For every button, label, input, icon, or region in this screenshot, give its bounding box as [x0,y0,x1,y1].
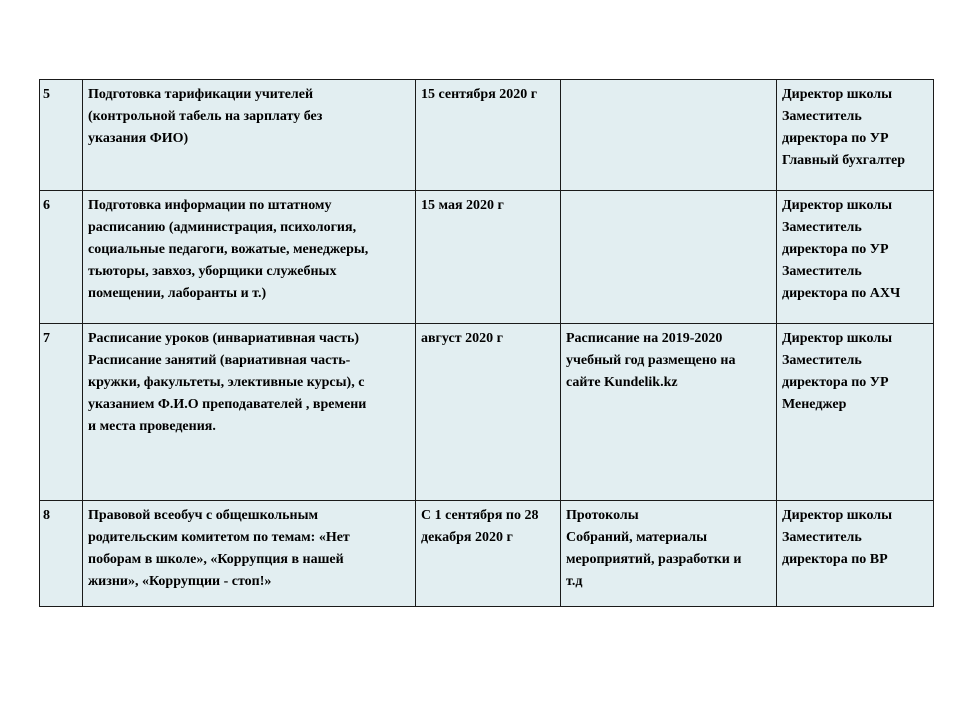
row-number: 7 [40,324,83,501]
table-row [40,324,934,501]
date-cell: август 2020 г [416,324,561,501]
table-row [40,80,934,191]
date-cell: С 1 сентября по 28 декабря 2020 г [416,501,561,607]
task-cell: Подготовка тарификации учителей (контрольной табель на зарплату без указания ФИО) [83,80,416,191]
task-cell: Подготовка информации по штатному расписанию (администрация, психология, социальные педагоги, вожатые, менеджеры, тьюторы, завхоз, уборщики служебных помещении, лаборанты и т.) [83,191,416,324]
date-cell: 15 мая 2020 г [416,191,561,324]
task-cell: Правовой всеобуч с общешкольным родительским комитетом по темам: «Нет поборам в школе», «Коррупция в нашей жизни», «Коррупции - стоп!» [83,501,416,607]
result-cell: Расписание на 2019-2020 учебный год размещено на сайте Kundelik.kz [561,324,777,501]
result-cell [561,80,777,191]
row-number: 8 [40,501,83,607]
table-row [40,191,934,324]
task-cell: Расписание уроков (инвариативная часть) Расписание занятий (вариативная часть- кружки, факультеты, элективные курсы), с указанием Ф.И.О преподавателей , времени и места проведения. [83,324,416,501]
plan-table [39,79,934,607]
responsible-cell: Директор школы Заместитель директора по УР Заместитель директора по АХЧ [777,191,934,324]
result-cell: Протоколы Собраний, материалы мероприятий, разработки и т.д [561,501,777,607]
row-number: 5 [40,80,83,191]
row-number: 6 [40,191,83,324]
table-row [40,501,934,607]
responsible-cell: Директор школы Заместитель директора по ВР [777,501,934,607]
result-cell [561,191,777,324]
responsible-cell: Директор школы Заместитель директора по УР Главный бухгалтер [777,80,934,191]
date-cell: 15 сентября 2020 г [416,80,561,191]
responsible-cell: Директор школы Заместитель директора по УР Менеджер [777,324,934,501]
